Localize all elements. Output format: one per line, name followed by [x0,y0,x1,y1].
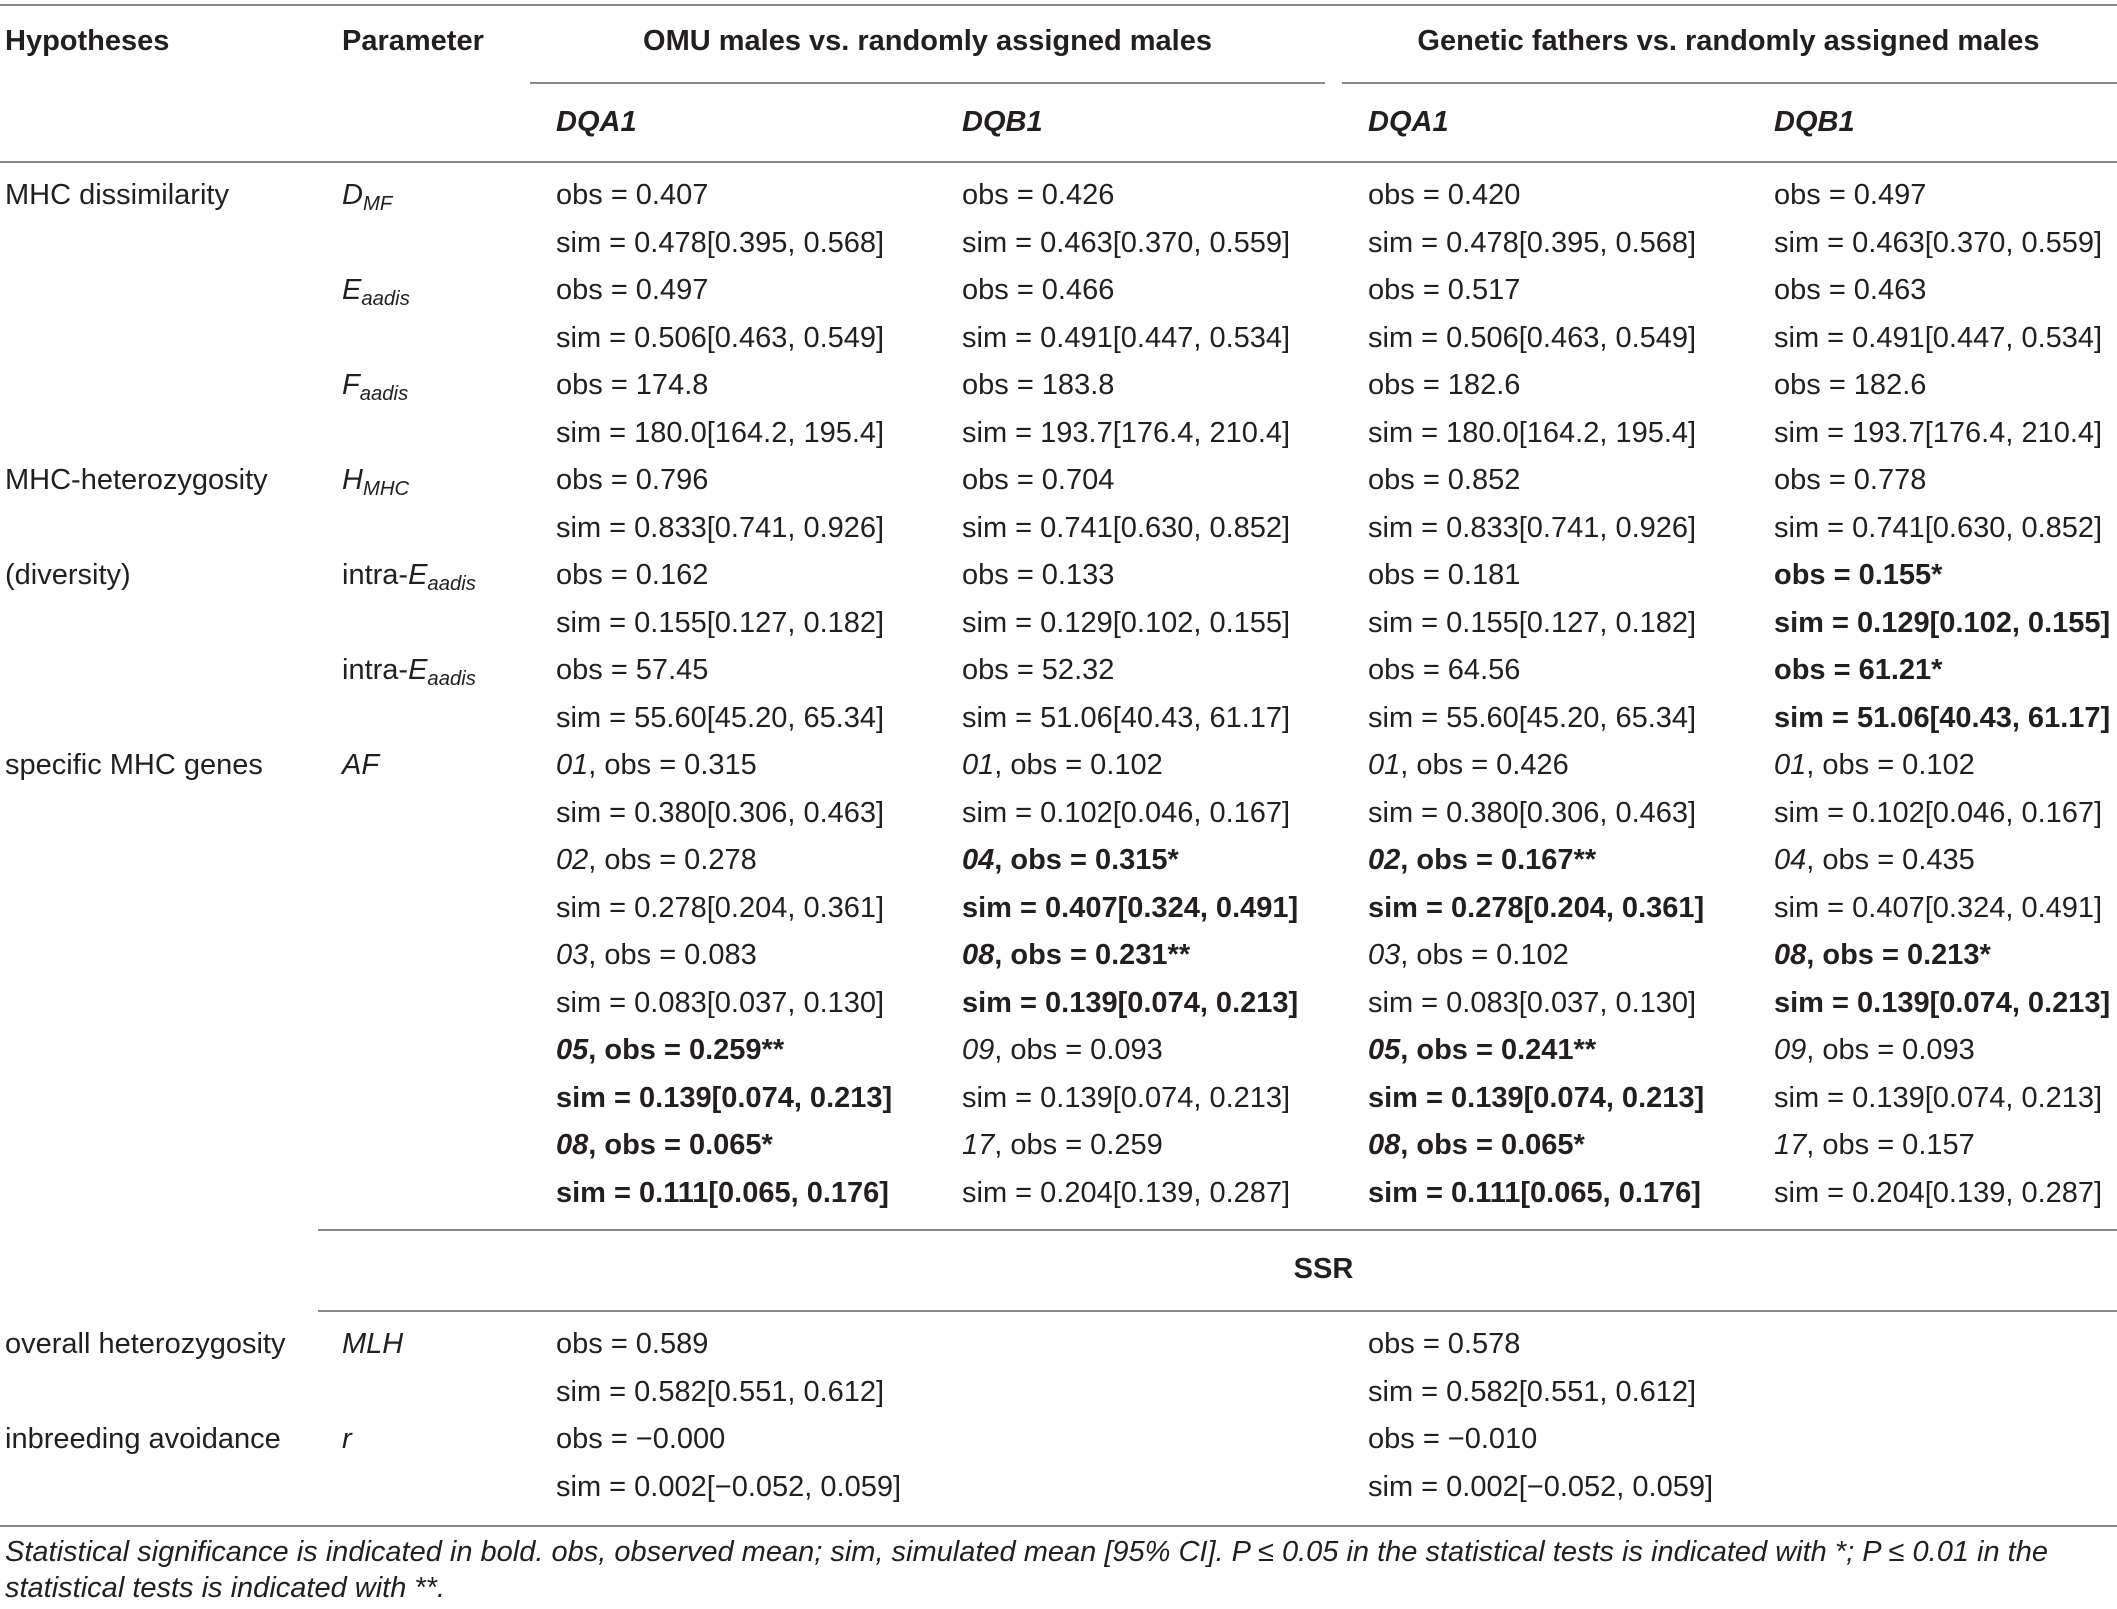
cell-text: sim = 0.491[0.447, 0.534] [962,321,1291,354]
cell-text: sim = 0.002[−0.052, 0.059] [1368,1470,1714,1503]
cell-text: obs = 0.796 [556,464,709,496]
cell-text: , obs = 0.083 [588,939,757,971]
genetic-dqa1-cell [1368,938,1569,972]
allele-id: 05 [556,1034,589,1066]
omu-dqb1-cell [962,891,1298,925]
allele-id: 04 [962,844,995,876]
allele-id: 17 [962,1129,995,1161]
table-footnote: Statistical significance is indicated in bold. obs, observed mean; sim, simulated mean [95% CI]. P ≤ 0.05 in the statistical tests is indicated with *; P ≤ 0.01 in the statistical tests is indicated with **. [5,1536,2048,1604]
allele-id: 01 [962,749,995,781]
parameter-cell [342,558,476,596]
cell-text: sim = 0.407[0.324, 0.491] [1774,891,2103,924]
genetic-dqb1-cell [1774,891,2102,925]
cell-text: sim = 51.06[40.43, 61.17] [962,701,1291,734]
omu-dqb1-cell [962,1128,1163,1162]
genetic-ssr-cell [1368,1470,1713,1504]
parameter-cell [342,273,410,311]
genetic-dqa1-cell [1368,558,1520,592]
cell-text: sim = 0.139[0.074, 0.213] [1774,986,2111,1019]
genetic-dqb1-cell [1774,1033,1975,1067]
cell-text: obs = 0.407 [556,179,709,211]
cell-text: sim = 0.139[0.074, 0.213] [1368,1081,1705,1114]
header-dqa1-genetic: DQA1 [1368,106,1449,138]
hypothesis-cell [5,1422,281,1456]
header-group-genetic: Genetic fathers vs. randomly assigned males [1417,25,2040,57]
cell-text: obs = 182.6 [1774,369,1927,401]
cell-text: sim = 0.506[0.463, 0.549] [556,321,885,354]
allele-id: 02 [556,844,589,876]
allele-id: 02 [1368,844,1401,876]
omu-dqa1-cell [556,416,884,450]
cell-text: , obs = 0.167** [1400,844,1597,876]
cell-text: obs = 0.463 [1774,274,1927,306]
cell-text: sim = 0.380[0.306, 0.463] [1368,796,1697,829]
cell-text: specific MHC genes [5,749,263,781]
genetic-dqa1-cell [1368,226,1696,260]
genetic-dqb1-cell [1774,558,1942,592]
header-group-omu: OMU males vs. randomly assigned males [643,25,1212,57]
genetic-dqa1-cell [1368,511,1696,545]
omu-dqb1-cell [962,701,1290,735]
omu-dqa1-cell [556,891,884,925]
parameter-symbol: MLH [342,1328,404,1360]
allele-id: 08 [1774,939,1807,971]
genetic-dqa1-cell [1368,463,1520,497]
genetic-dqa1-cell [1368,178,1520,212]
cell-text: , obs = 0.157 [1806,1129,1975,1161]
allele-id: 09 [962,1034,995,1066]
header-dqb1-genetic: DQB1 [1774,106,1855,138]
genetic-dqa1-cell [1368,891,1704,925]
cell-text: obs = 64.56 [1368,654,1521,686]
parameter-cell [342,1327,403,1361]
cell-text: sim = 0.204[0.139, 0.287] [1774,1176,2103,1209]
parameter-cell [342,463,410,501]
omu-dqa1-cell [556,653,708,687]
allele-id: 05 [1368,1034,1401,1066]
omu-dqb1-cell [962,606,1290,640]
omu-dqb1-cell [962,273,1114,307]
genetic-dqb1-cell [1774,321,2102,355]
omu-dqa1-cell [556,226,884,260]
genetic-dqa1-cell [1368,796,1696,830]
cell-text: sim = 0.155[0.127, 0.182] [1368,606,1697,639]
bottom-rule [0,1525,2117,1527]
genetic-dqa1-cell [1368,843,1596,877]
allele-id: 03 [1368,939,1401,971]
cell-text: overall heterozygosity [5,1328,286,1360]
cell-text: sim = 0.491[0.447, 0.534] [1774,321,2103,354]
cell-text: (diversity) [5,559,131,591]
cell-text: obs = 182.6 [1368,369,1521,401]
cell-text: MHC-heterozygosity [5,464,268,496]
cell-text: obs = 0.589 [556,1328,709,1360]
cell-text: sim = 0.407[0.324, 0.491] [962,891,1299,924]
cell-text: , obs = 0.102 [1806,749,1975,781]
genetic-dqb1-cell [1774,606,2110,640]
genetic-dqb1-cell [1774,748,1975,782]
cell-text: , obs = 0.093 [994,1034,1163,1066]
omu-dqa1-cell [556,748,757,782]
cell-text: obs = 0.497 [556,274,709,306]
genetic-ssr-cell [1368,1327,1520,1361]
cell-text: , obs = 0.102 [994,749,1163,781]
cell-text: obs = 0.578 [1368,1328,1521,1360]
cell-text: sim = 0.139[0.074, 0.213] [1774,1081,2103,1114]
allele-id: 04 [1774,844,1807,876]
cell-text: sim = 0.741[0.630, 0.852] [962,511,1291,544]
cell-text: sim = 0.129[0.102, 0.155] [962,606,1291,639]
genetic-dqb1-cell [1774,1128,1975,1162]
genetic-dqb1-cell [1774,273,1926,307]
cell-text: obs = 183.8 [962,369,1115,401]
cell-text: obs = −0.000 [556,1423,726,1455]
parameter-cell [342,653,476,691]
header-bottom-rule [0,161,2117,163]
parameter-symbol: E [408,559,428,591]
cell-text: , obs = 0.102 [1400,939,1569,971]
genetic-dqb1-cell [1774,796,2102,830]
omu-dqa1-cell [556,463,708,497]
genetic-dqb1-cell [1774,368,1926,402]
cell-text: obs = 0.497 [1774,179,1927,211]
genetic-dqb1-cell [1774,1081,2102,1115]
cell-text: sim = 0.139[0.074, 0.213] [962,1081,1291,1114]
omu-dqa1-cell [556,368,708,402]
cell-text: obs = 174.8 [556,369,709,401]
genetic-dqb1-cell [1774,511,2102,545]
parameter-cell [342,1422,352,1456]
omu-dqb1-cell [962,178,1114,212]
omu-ssr-cell [556,1375,884,1409]
cell-text: sim = 180.0[164.2, 195.4] [556,416,885,449]
cell-text: , obs = 0.435 [1806,844,1975,876]
cell-text: , obs = 0.213* [1806,939,1991,971]
omu-dqa1-cell [556,843,757,877]
cell-text: sim = 0.478[0.395, 0.568] [556,226,885,259]
omu-dqb1-cell [962,748,1163,782]
genetic-dqb1-cell [1774,843,1975,877]
cell-text: sim = 0.111[0.065, 0.176] [556,1176,889,1209]
cell-text: sim = 0.478[0.395, 0.568] [1368,226,1697,259]
cell-text: sim = 55.60[45.20, 65.34] [556,701,885,734]
allele-id: 01 [556,749,589,781]
genetic-dqb1-cell [1774,178,1926,212]
cell-text: sim = 0.155[0.127, 0.182] [556,606,885,639]
cell-text: sim = 0.582[0.551, 0.612] [1368,1375,1697,1408]
omu-dqa1-cell [556,178,708,212]
cell-text: sim = 0.582[0.551, 0.612] [556,1375,885,1408]
parameter-subscript: aadis [427,573,476,596]
parameter-prefix: intra- [342,559,409,591]
genetic-dqa1-cell [1368,653,1520,687]
omu-ssr-cell [556,1327,708,1361]
cell-text: sim = 0.002[−0.052, 0.059] [556,1470,902,1503]
cell-text: sim = 0.833[0.741, 0.926] [556,511,885,544]
genetic-dqa1-cell [1368,368,1520,402]
group-omu-rule [530,82,1325,84]
cell-text: sim = 0.102[0.046, 0.167] [1774,796,2103,829]
cell-text: sim = 0.139[0.074, 0.213] [556,1081,893,1114]
genetic-ssr-cell [1368,1422,1537,1456]
genetic-dqb1-cell [1774,226,2102,260]
allele-id: 08 [962,939,995,971]
genetic-dqb1-cell [1774,1176,2102,1210]
omu-dqb1-cell [962,226,1290,260]
ssr-bottom-rule [318,1310,2117,1312]
omu-dqa1-cell [556,938,757,972]
cell-text: obs = 57.45 [556,654,709,686]
group-genetic-rule [1342,82,2117,84]
omu-dqa1-cell [556,1128,773,1162]
genetic-dqb1-cell [1774,986,2110,1020]
cell-text: sim = 0.463[0.370, 0.559] [962,226,1291,259]
omu-dqb1-cell [962,986,1298,1020]
cell-text: obs = 0.517 [1368,274,1521,306]
omu-ssr-cell [556,1422,725,1456]
genetic-dqb1-cell [1774,653,1942,687]
cell-text: obs = 0.420 [1368,179,1521,211]
parameter-subscript: aadis [359,383,409,406]
omu-dqb1-cell [962,938,1190,972]
cell-text: , obs = 0.093 [1806,1034,1975,1066]
genetic-dqa1-cell [1368,1176,1701,1210]
omu-dqb1-cell [962,843,1179,877]
omu-dqa1-cell [556,986,884,1020]
cell-text: MHC dissimilarity [5,179,229,211]
cell-text: obs = 0.133 [962,559,1115,591]
cell-text: sim = 0.083[0.037, 0.130] [556,986,885,1019]
cell-text: sim = 0.204[0.139, 0.287] [962,1176,1291,1209]
cell-text: , obs = 0.278 [588,844,757,876]
cell-text: sim = 0.139[0.074, 0.213] [962,986,1299,1019]
cell-text: , obs = 0.065* [1400,1129,1585,1161]
omu-dqa1-cell [556,273,708,307]
cell-text: sim = 0.506[0.463, 0.549] [1368,321,1697,354]
cell-text: sim = 0.463[0.370, 0.559] [1774,226,2103,259]
top-rule [0,4,2117,6]
genetic-dqa1-cell [1368,606,1696,640]
cell-text: obs = 0.162 [556,559,709,591]
cell-text: , obs = 0.315 [588,749,757,781]
cell-text: sim = 0.129[0.102, 0.155] [1774,606,2111,639]
omu-dqa1-cell [556,1081,892,1115]
genetic-dqb1-cell [1774,463,1926,497]
cell-text: obs = −0.010 [1368,1423,1538,1455]
omu-dqb1-cell [962,653,1114,687]
allele-id: 08 [1368,1129,1401,1161]
cell-text: , obs = 0.065* [588,1129,773,1161]
hypothesis-cell [5,558,131,592]
genetic-dqa1-cell [1368,1033,1596,1067]
cell-text: obs = 0.852 [1368,464,1521,496]
cell-text: sim = 0.833[0.741, 0.926] [1368,511,1697,544]
header-hypotheses: Hypotheses [5,25,170,57]
cell-text: obs = 0.181 [1368,559,1521,591]
omu-dqb1-cell [962,321,1290,355]
cell-text: obs = 61.21* [1774,654,1943,686]
omu-ssr-cell [556,1470,901,1504]
cell-text: sim = 0.083[0.037, 0.130] [1368,986,1697,1019]
omu-dqa1-cell [556,1033,784,1067]
parameter-symbol: E [408,654,428,686]
omu-dqb1-cell [962,796,1290,830]
cell-text: inbreeding avoidance [5,1423,281,1455]
omu-dqb1-cell [962,1033,1163,1067]
genetic-dqa1-cell [1368,416,1696,450]
parameter-subscript: MHC [362,478,410,501]
allele-id: 08 [556,1129,589,1161]
hypothesis-cell [5,463,268,497]
omu-dqa1-cell [556,558,708,592]
cell-text: , obs = 0.259** [588,1034,785,1066]
cell-text: sim = 55.60[45.20, 65.34] [1368,701,1697,734]
allele-id: 17 [1774,1129,1807,1161]
cell-text: obs = 0.155* [1774,559,1943,591]
cell-text: , obs = 0.231** [994,939,1191,971]
genetic-dqa1-cell [1368,321,1696,355]
omu-dqa1-cell [556,511,884,545]
hypothesis-cell [5,1327,285,1361]
cell-text: sim = 180.0[164.2, 195.4] [1368,416,1697,449]
header-dqa1-omu: DQA1 [556,106,637,138]
parameter-subscript: MF [362,193,393,216]
parameter-cell [342,368,409,406]
cell-text: sim = 0.278[0.204, 0.361] [556,891,885,924]
genetic-dqa1-cell [1368,701,1696,735]
ssr-top-rule [318,1229,2117,1231]
cell-text: sim = 0.380[0.306, 0.463] [556,796,885,829]
header-parameter: Parameter [342,25,484,57]
cell-text: sim = 0.278[0.204, 0.361] [1368,891,1705,924]
parameter-cell [342,748,379,782]
parameter-symbol: AF [342,749,380,781]
genetic-dqb1-cell [1774,938,1991,972]
cell-text: sim = 51.06[40.43, 61.17] [1774,701,2111,734]
genetic-dqb1-cell [1774,416,2102,450]
parameter-symbol: r [342,1423,352,1455]
omu-dqa1-cell [556,701,884,735]
cell-text: obs = 0.466 [962,274,1115,306]
parameter-subscript: aadis [361,288,410,311]
cell-text: sim = 0.111[0.065, 0.176] [1368,1176,1701,1209]
allele-id: 09 [1774,1034,1807,1066]
genetic-dqa1-cell [1368,1128,1585,1162]
cell-text: , obs = 0.426 [1400,749,1569,781]
cell-text: obs = 0.704 [962,464,1115,496]
omu-dqa1-cell [556,1176,889,1210]
omu-dqb1-cell [962,558,1114,592]
parameter-cell [342,178,393,216]
allele-id: 01 [1774,749,1807,781]
cell-text: obs = 0.426 [962,179,1115,211]
omu-dqb1-cell [962,416,1290,450]
genetic-dqa1-cell [1368,1081,1704,1115]
cell-text: sim = 193.7[176.4, 210.4] [1774,416,2103,449]
cell-text: sim = 0.741[0.630, 0.852] [1774,511,2103,544]
cell-text: , obs = 0.241** [1400,1034,1597,1066]
omu-dqa1-cell [556,606,884,640]
header-dqb1-omu: DQB1 [962,106,1043,138]
parameter-symbol: F [342,369,360,401]
cell-text: , obs = 0.315* [994,844,1179,876]
genetic-dqa1-cell [1368,273,1520,307]
parameter-symbol: E [342,274,362,306]
cell-text: obs = 0.778 [1774,464,1927,496]
cell-text: obs = 52.32 [962,654,1115,686]
omu-dqb1-cell [962,1081,1290,1115]
genetic-dqb1-cell [1774,701,2110,735]
allele-id: 01 [1368,749,1401,781]
cell-text: sim = 0.102[0.046, 0.167] [962,796,1291,829]
cell-text: , obs = 0.259 [994,1129,1163,1161]
omu-dqa1-cell [556,321,884,355]
allele-id: 03 [556,939,589,971]
omu-dqa1-cell [556,796,884,830]
parameter-prefix: intra- [342,654,409,686]
ssr-header: SSR [1293,1253,1354,1285]
parameter-subscript: aadis [427,668,476,691]
omu-dqb1-cell [962,1176,1290,1210]
omu-dqb1-cell [962,463,1114,497]
hypothesis-cell [5,748,263,782]
parameter-symbol: D [342,179,363,211]
omu-dqb1-cell [962,368,1114,402]
genetic-dqa1-cell [1368,986,1696,1020]
parameter-symbol: H [342,464,363,496]
cell-text: sim = 193.7[176.4, 210.4] [962,416,1291,449]
hypothesis-cell [5,178,229,212]
omu-dqb1-cell [962,511,1290,545]
genetic-ssr-cell [1368,1375,1696,1409]
genetic-dqa1-cell [1368,748,1569,782]
